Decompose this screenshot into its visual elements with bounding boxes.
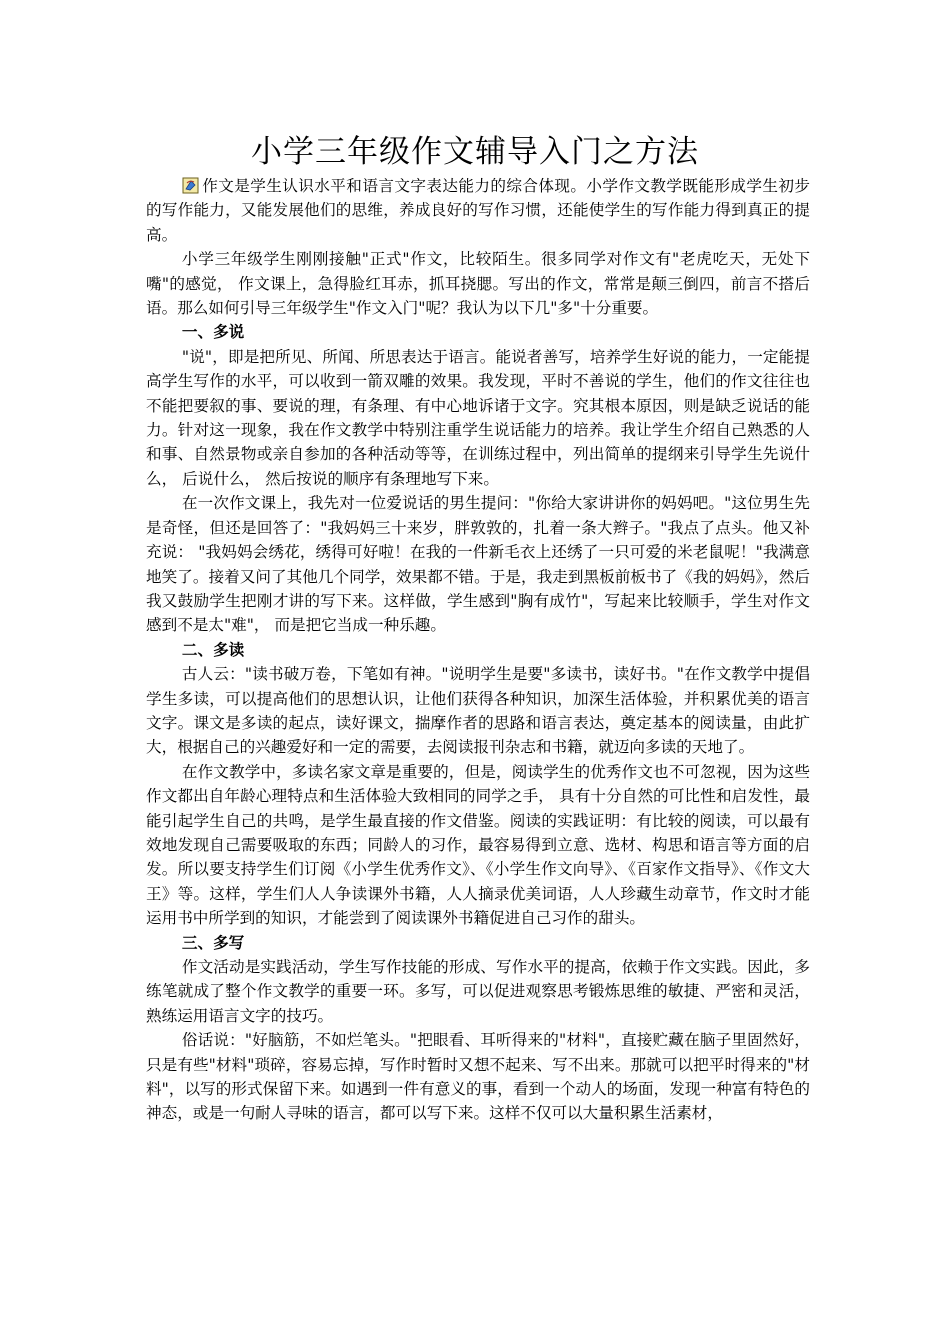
paragraph-text: 古人云："读书破万卷，下笔如有神。"说明学生是要"多读书，读好书。"在作文教学中提倡学生多读，可以提高他们的思想认识，让他们获得各种知识，加深生活体验，并积累优美的语言文字。课文是多读的起点，读好课文，揣摩作者的思路和语言表达，奠定基本的阅读量，由此扩大，根据自己的兴趣爱好和一定的需要，去阅读报刊杂志和书籍，就迈向多读的天地了。: [146, 665, 810, 757]
body-paragraph: [146, 345, 810, 491]
section-heading: [146, 931, 810, 955]
body-paragraph: [146, 491, 810, 637]
document-attachment-icon: [182, 177, 199, 194]
paragraph-text: 在作文教学中，多读名家文章是重要的，但是，阅读学生的优秀作文也不可忽视，因为这些作文都出自年龄心理特点和生活体验大致相同的同学之手， 具有十分自然的可比性和启发性，最能引起学生自己的共鸣，是学生最直接的作文借鉴。阅读的实践证明：有比较的阅读，可以最有效地发现自己需要吸取的东西；同龄人的习作，最容易得到立意、选材、构思和语言等方面的启发。所以要支持学生们订阅《小学生优秀作文》、《小学生作文向导》、《百家作文指导》、《作文大王》等。这样，学生们人人争读课外书籍，人人摘录优美词语，人人珍藏生动章节，作文时才能运用书中所学到的知识，才能尝到了阅读课外书籍促进自己习作的甜头。: [146, 762, 810, 928]
body-paragraph: [146, 1028, 810, 1126]
section-heading-text: 三、多写: [181, 933, 245, 952]
body-paragraph: [146, 760, 810, 931]
paragraph-text: 作文是学生认识水平和语言文字表达能力的综合体现。小学作文教学既能形成学生初步的写作能力，又能发展他们的思维，养成良好的写作习惯，还能使学生的写作能力得到真正的提高。: [146, 177, 810, 244]
document-title: 小学三年级作文辅导入门之方法: [251, 134, 699, 170]
document-body: [146, 174, 810, 1126]
paragraph-text: 在一次作文课上，我先对一位爱说话的男生提问："你给大家讲讲你的妈妈吧。"这位男生先是奇怪，但还是回答了："我妈妈三十来岁，胖敦敦的，扎着一条大辫子。"我点了点头。他又补充说： "我妈妈会绣花，绣得可好啦！在我的一件新毛衣上还绣了一只可爱的米老鼠呢！"我满意地笑了。接着又问了其他几个同学，效果都不错。于是，我走到黑板前板书了《我的妈妈》，然后我又鼓励学生把刚才讲的写下来。这样做，学生感到"胸有成竹"，写起来比较顺手，学生对作文感到不是太"难"， 而是把它当成一种乐趣。: [146, 494, 810, 635]
section-heading-text: 一、多说: [181, 323, 245, 342]
paragraph-text: 俗话说："好脑筋，不如烂笔头。"把眼看、耳听得来的"材料"，直接贮藏在脑子里固然好，只是有些"材料"琐碎，容易忘掉，写作时暂时又想不起来、写不出来。那就可以把平时得来的"材料"，以写的形式保留下来。如遇到一件有意义的事，看到一个动人的场面，发现一种富有特色的神态，或是一句耐人寻味的语言，都可以写下来。这样不仅可以大量积累生活素材，: [146, 1031, 810, 1123]
paragraph-text: 小学三年级学生刚刚接触"正式"作文，比较陌生。很多同学对作文有"老虎吃天，无处下嘴"的感觉， 作文课上，急得脸红耳赤，抓耳挠腮。写出的作文，常常是颠三倒四，前言不搭后语。那么如何引导三年级学生"作文入门"呢？我认为以下几"多"十分重要。: [146, 250, 810, 318]
section-heading: [146, 320, 810, 344]
paragraph-text: "说"，即是把所见、所闻、所思表达于语言。能说者善写，培养学生好说的能力，一定能提高学生写作的水平，可以收到一箭双雕的效果。我发现，平时不善说的学生，他们的作文往往也不能把要叙的事、要说的理，有条理、有中心地诉诸于文字。究其根本原因，则是缺乏说话的能力。针对这一现象，我在作文教学中特别注重学生说话能力的培养。我让学生介绍自己熟悉的人和事、自然景物或亲自参加的各种活动等等，在训练过程中，列出简单的提纲来引导学生先说什么， 后说什么， 然后按说的顺序有条理地写下来。: [146, 347, 810, 488]
body-paragraph: [146, 662, 810, 760]
body-paragraph: [146, 955, 810, 1028]
paragraph-text: 作文活动是实践活动，学生写作技能的形成、写作水平的提高，依赖于作文实践。因此，多练笔就成了整个作文教学的重要一环。多写，可以促进观察思考锻炼思维的敏捷、严密和灵活，熟练运用语言文字的技巧。: [146, 958, 810, 1025]
body-paragraph: [146, 174, 810, 247]
body-paragraph: [146, 247, 810, 320]
section-heading-text: 二、多读: [181, 640, 245, 659]
section-heading: [146, 638, 810, 662]
